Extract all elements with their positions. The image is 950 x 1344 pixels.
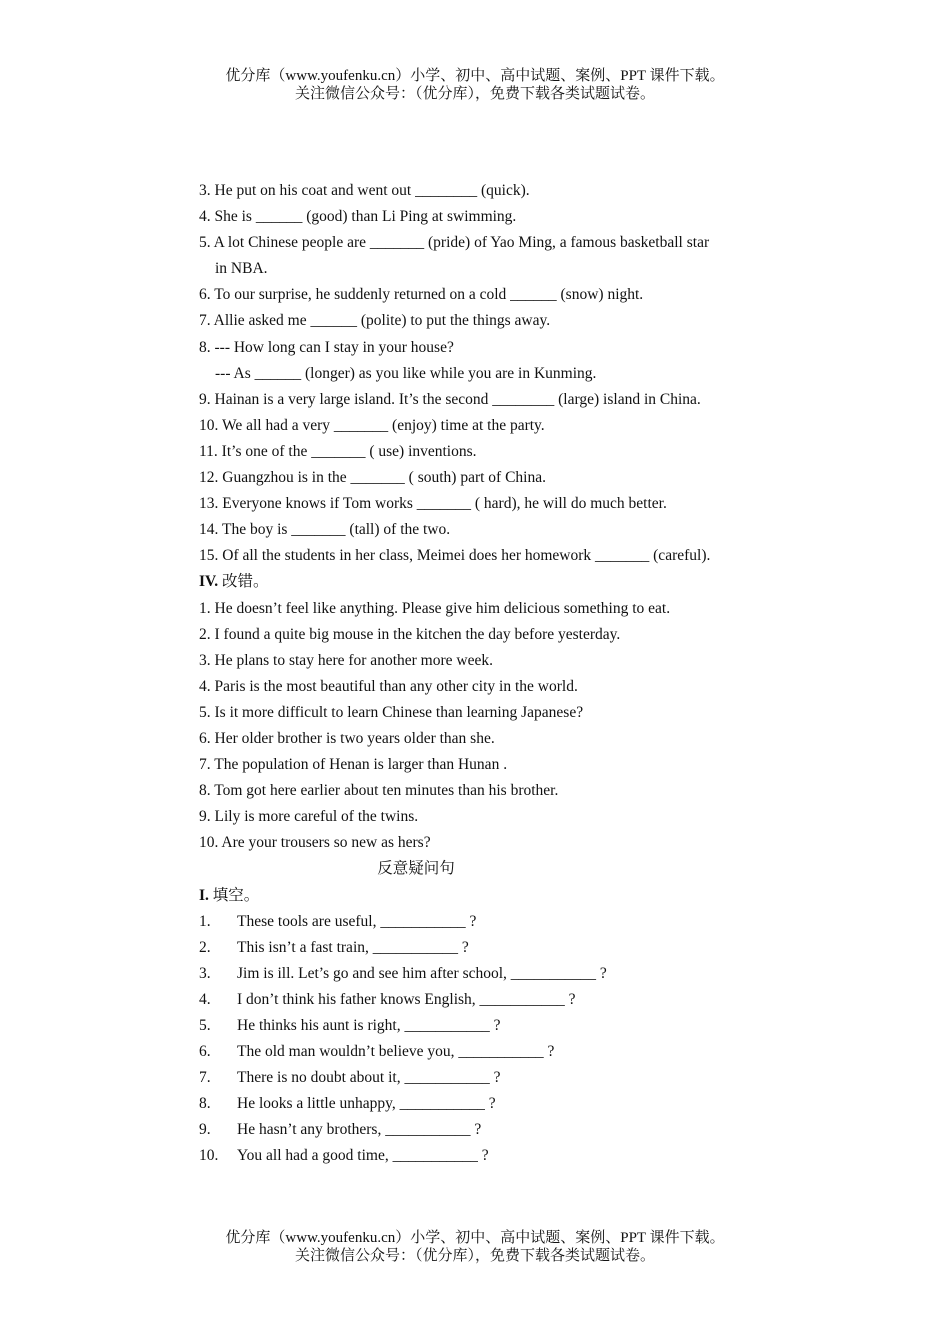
item-number: 5.	[199, 1017, 211, 1034]
list-item: 2. I found a quite big mouse in the kitchen the day before yesterday.	[199, 625, 621, 643]
list-item: 9. Hainan is a very large island. It’s the second ________ (large) island in China.	[199, 390, 701, 408]
list-item-continuation: in NBA.	[215, 260, 268, 278]
item-number: 1.	[199, 912, 211, 930]
item-text: He thinks his aunt is right, ___________ ?	[237, 1017, 501, 1034]
list-item: 5. A lot Chinese people are _______ (pride) of Yao Ming, a famous basketball star	[199, 234, 710, 252]
section-iv-title: 改错。	[218, 573, 269, 591]
list-item	[199, 1117, 779, 1143]
header-line-1: 优分库（www.youfenku.cn）小学、初中、高中试题、案例、PPT 课件下载。	[225, 68, 725, 84]
list-item	[199, 909, 779, 935]
list-item: 8. --- How long can I stay in your house?	[199, 338, 454, 356]
section-iv-label: IV.	[199, 573, 219, 591]
document-body	[199, 178, 779, 1170]
item-text: This isn’t a fast train, ___________ ?	[237, 938, 469, 956]
list-item: 15. Of all the students in her class, Meimei does her homework _______ (careful).	[199, 547, 711, 565]
list-item: 11. It’s one of the _______ ( use) inventions.	[199, 442, 477, 460]
list-item	[199, 1065, 779, 1091]
list-item	[199, 1013, 779, 1039]
list-item: 13. Everyone knows if Tom works _______ ( hard), he will do much better.	[199, 495, 667, 513]
list-item	[199, 1143, 779, 1169]
footer-line-1: 优分库（www.youfenku.cn）小学、初中、高中试题、案例、PPT 课件下载。	[225, 1230, 725, 1246]
list-item	[199, 961, 779, 987]
footer-line-2: 关注微信公众号：（优分库），免费下载各类试题试卷。	[294, 1248, 655, 1264]
list-item: 14. The boy is _______ (tall) of the two.	[199, 521, 451, 539]
fill-words-list	[199, 178, 779, 569]
list-item: 3. He put on his coat and went out ________ (quick).	[199, 182, 530, 199]
list-item: 4. Paris is the most beautiful than any other city in the world.	[199, 677, 578, 695]
page-footer	[0, 1229, 950, 1265]
list-item	[199, 987, 779, 1013]
item-text: He hasn’t any brothers, ___________ ?	[237, 1121, 482, 1139]
list-item: 3. He plans to stay here for another more week.	[199, 651, 493, 669]
item-number: 3.	[199, 964, 211, 982]
item-text: You all had a good time, ___________ ?	[237, 1147, 489, 1165]
item-number: 4.	[199, 990, 211, 1008]
item-number: 7.	[199, 1069, 211, 1087]
list-item: 12. Guangzhou is in the _______ ( south) part of China.	[199, 469, 546, 487]
list-item: 6. To our surprise, he suddenly returned on a cold ______ (snow) night.	[199, 286, 644, 304]
list-item: 9. Lily is more careful of the twins.	[199, 808, 419, 826]
item-number: 10.	[199, 1147, 219, 1165]
item-number: 6.	[199, 1043, 211, 1061]
item-text: Jim is ill. Let’s go and see him after school, ___________ ?	[237, 964, 607, 982]
section-i-label: I.	[199, 886, 209, 904]
section-iv-heading	[199, 569, 779, 595]
list-item: 4. She is ______ (good) than Li Ping at swimming.	[199, 208, 517, 226]
list-item: 8. Tom got here earlier about ten minutes than his brother.	[199, 782, 559, 800]
list-item: 7. The population of Henan is larger than Hunan .	[199, 756, 508, 774]
section-i-heading	[199, 883, 779, 909]
item-text: The old man wouldn’t believe you, ___________ ?	[237, 1043, 555, 1061]
item-text: There is no doubt about it, ___________ ?	[237, 1069, 501, 1087]
list-item: 5. Is it more difficult to learn Chinese than learning Japanese?	[199, 703, 584, 721]
item-text: I don’t think his father knows English, ___________ ?	[237, 990, 576, 1008]
item-number: 8.	[199, 1095, 211, 1113]
list-item: 10. Are your trousers so new as hers?	[199, 834, 431, 852]
list-item	[199, 1091, 779, 1117]
list-item	[199, 935, 779, 961]
page-header	[0, 67, 950, 103]
list-item: 10. We all had a very _______ (enjoy) time at the party.	[199, 416, 545, 434]
item-text: He looks a little unhappy, ___________ ?	[237, 1095, 496, 1113]
tag-questions-list	[199, 909, 779, 1170]
list-item-continuation: --- As ______ (longer) as you like while you are in Kunming.	[215, 364, 597, 382]
corrections-list	[199, 596, 779, 857]
tag-questions-title: 反意疑问句	[377, 860, 455, 878]
section-i-title: 填空。	[208, 886, 260, 904]
item-number: 2.	[199, 938, 211, 956]
list-item: 7. Allie asked me ______ (polite) to put the things away.	[199, 312, 551, 330]
list-item: 1. He doesn’t feel like anything. Please give him delicious something to eat.	[199, 599, 671, 617]
item-number: 9.	[199, 1121, 211, 1139]
list-item	[199, 1039, 779, 1065]
header-line-2: 关注微信公众号：（优分库），免费下载各类试题试卷。	[294, 86, 655, 102]
item-text: These tools are useful, ___________ ?	[237, 912, 477, 930]
list-item: 6. Her older brother is two years older than she.	[199, 729, 495, 747]
